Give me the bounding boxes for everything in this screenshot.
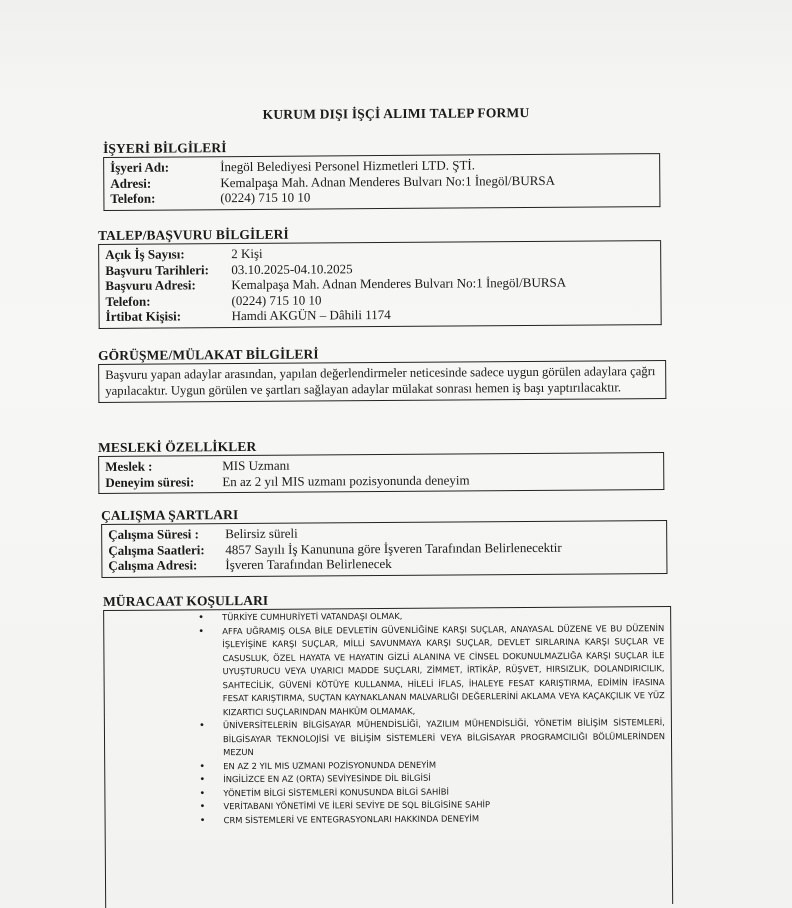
mesleki-heading: MESLEKİ ÖZELLİKLER — [98, 436, 664, 457]
calisma-row-address — [108, 554, 660, 573]
talep-phone-label: Telefon: — [105, 293, 151, 309]
bullet-icon: • — [199, 774, 206, 786]
bullet-icon: • — [199, 787, 206, 799]
list-item: • YÖNETİM BİLGİ SİSTEMLERİ KONUSUNDA BİLGİ SAHİBİ — [199, 786, 449, 799]
list-item: • AFFA UĞRAMIŞ OLSA BİLE DEVLETİN GÜVENLİĞİNE KARŞI SUÇLAR, ANAYASAL DÜZENE VE BU DÜZENİN İŞLEYİŞİNE KARŞI SUÇLAR, MİLLİ SAVUNMAYA KARŞI SUÇLAR, DEVLET SIRLARINA KARŞI SUÇLAR VE CASUSLUK, ÖZEL HAYATA VE HAYATIN GİZLİ ALANINA VE CİNSEL DOKUNULMAZLIĞA KARŞI SUÇLAR İLE UYUŞTURUCU VEYA UYARICI MADDE SUÇLARI, ZİMMET, İRTİKÂP, RÜŞVET, HIRSIZLIK, DOLANDIRICILIK, SAHTECİLİK, GÜVENİ KÖTÜYE KULLANMA, HİLELİ İFLAS, İHALEYE FESAT KARIŞTIRMA, EDİMİN İFASINA FESAT KARIŞTIRMA, SUÇTAN KAYNAKLANAN MALVARLIĞI DEĞERLERİNİ AKLAMA VEYA KAÇAKÇILIK VE YÜZ KIZARTICI SUÇLARINDAN MAHKÛM OLMAMAK, — [198, 622, 665, 717]
talep-section — [98, 224, 662, 328]
calisma-section — [101, 504, 667, 577]
isyeri-address-label: Adresi: — [110, 175, 152, 191]
isyeri-section — [103, 137, 660, 210]
mesleki-box — [98, 453, 664, 494]
list-item: • CRM SİSTEMLERİ VE ENTEGRASYONLARI HAKKINDA DENEYİM — [199, 812, 480, 826]
muracaat-list — [110, 608, 665, 828]
isyeri-address-value: Kemalpaşa Mah. Adnan Menderes Bulvarı No:1 İnegöl/BURSA — [220, 172, 556, 190]
bullet-icon: • — [198, 720, 205, 732]
calisma-duration-value: Belirsiz süreli — [225, 525, 298, 542]
talep-dates-value: 03.10.2025-04.10.2025 — [231, 260, 353, 277]
talep-contact-label: İrtibat Kişisi: — [105, 308, 182, 324]
list-item: • EN AZ 2 YIL MIS UZMANI POZİSYONUNDA DENEYİM — [199, 759, 437, 772]
list-item: • İNGİLİZCE EN AZ (ORTA) SEVİYESİNDE DİL BİLGİSİ — [199, 772, 431, 786]
calisma-heading: ÇALIŞMA ŞARTLARI — [101, 504, 667, 525]
list-item: • TÜRKİYE CUMHURİYETİ VATANDAŞI OLMAK, — [198, 610, 403, 624]
bullet-icon: • — [199, 801, 206, 813]
bullet-icon: • — [198, 612, 205, 624]
calisma-address-value: İşveren Tarafından Belirlenecek — [225, 555, 392, 573]
talep-heading: TALEP/BAŞVURU BİLGİLERİ — [98, 224, 661, 245]
isyeri-phone-value: (0224) 715 10 10 — [220, 189, 311, 206]
isyeri-name-value: İnegöl Belediyesi Personel Hizmetleri LTD. ŞTİ. — [220, 157, 476, 175]
talep-count-label: Açık İş Sayısı: — [105, 246, 185, 262]
calisma-hours-value: 4857 Sayılı İş Kanununa göre İşveren Tarafından Belirlenecektir — [225, 539, 562, 557]
list-item: • VERİTABANI YÖNETİMİ VE İLERİ SEVİYE DE SQL BİLGİSİNE SAHİP — [199, 799, 491, 813]
bullet-icon: • — [199, 760, 206, 772]
calisma-address-label: Çalışma Adresi: — [108, 557, 198, 573]
isyeri-box — [103, 154, 660, 210]
mesleki-section — [98, 436, 664, 494]
bullet-icon: • — [198, 625, 205, 637]
isyeri-phone-label: Telefon: — [110, 190, 156, 206]
mesleki-job-value: MIS Uzmanı — [222, 457, 290, 474]
mesleki-experience-label: Deneyim süresi: — [105, 473, 195, 490]
gorusme-text: Başvuru yapan adaylar arasından, yapılan değerlendirmeler neticesinde sadece uygun görülen adaylara çağrı yapılacaktır. Uygun görülen ve şartları sağlayan adaylar mülakat sonrası hemen iş başı yaptırılacaktır. — [98, 361, 666, 403]
talep-phone-value: (0224) 715 10 10 — [231, 291, 322, 308]
talep-box — [98, 241, 662, 328]
muracaat-heading: MÜRACAAT KOŞULLARI — [103, 590, 671, 611]
talep-count-value: 2 Kişi — [231, 245, 263, 262]
gorusme-section — [98, 344, 666, 403]
talep-contact-value: Hamdi AKGÜN – Dâhili 1174 — [231, 306, 391, 324]
muracaat-section — [103, 590, 673, 908]
calisma-duration-label: Çalışma Süresi : — [108, 526, 200, 542]
talep-row-contact — [106, 305, 655, 324]
mesleki-row-experience — [105, 471, 657, 490]
talep-dates-label: Başvuru Tarihleri: — [105, 261, 210, 278]
talep-address-label: Başvuru Adresi: — [105, 277, 196, 293]
list-item: • ÜNİVERSİTELERİN BİLGİSAYAR MÜHENDİSLİĞİ, YAZILIM MÜHENDİSLİĞİ, YÖNETİM BİLİŞİM SİSTEMLERİ, BİLGİSAYAR TEKNOLOJİSİ VE BİLİŞİM SİSTEMLERİ VEYA BİLGİSAYAR PROGRAMCILIĞI BÖLÜMLERİNDEN MEZUN — [198, 717, 666, 758]
isyeri-name-label: İşyeri Adı: — [110, 159, 170, 175]
bullet-icon: • — [199, 814, 206, 826]
muracaat-box — [103, 607, 673, 908]
gorusme-heading: GÖRÜŞME/MÜLAKAT BİLGİLERİ — [98, 344, 666, 365]
mesleki-experience-value: En az 2 yıl MIS uzmanı pozisyonunda deneyim — [222, 471, 470, 489]
calisma-box — [101, 521, 667, 577]
calisma-hours-label: Çalışma Saatleri: — [108, 541, 205, 558]
isyeri-row-phone — [110, 187, 653, 206]
form-title: KURUM DIŞI İŞÇİ ALIMI TALEP FORMU — [262, 105, 530, 122]
scan-shadow — [0, 0, 792, 90]
talep-address-value: Kemalpaşa Mah. Adnan Menderes Bulvarı No:1 İnegöl/BURSA — [231, 274, 567, 293]
mesleki-job-label: Meslek : — [105, 458, 153, 474]
isyeri-heading: İŞYERİ BİLGİLERİ — [103, 137, 660, 158]
